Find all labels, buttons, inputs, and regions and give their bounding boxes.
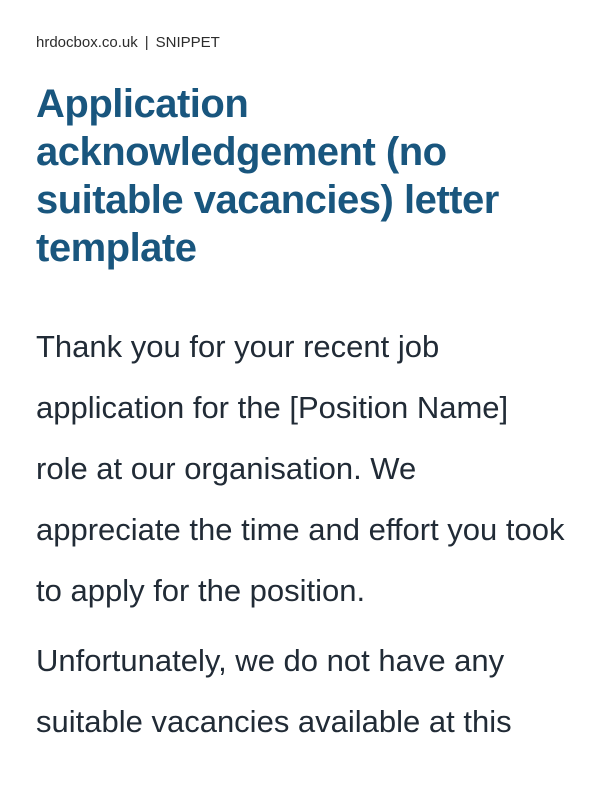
document-body xyxy=(36,316,570,752)
site-header xyxy=(36,34,570,52)
brand-text: hrdocbox.co.uk xyxy=(36,34,138,51)
body-paragraph: Unfortunately, we do not have any suitable vacancies available at this xyxy=(36,643,512,739)
page-title: Application acknowledgement (no suitable vacancies) letter template xyxy=(36,82,499,270)
header-separator: | xyxy=(144,34,149,51)
doc-type-label: SNIPPET xyxy=(155,34,220,51)
body-paragraph: Thank you for your recent job application for the [Position Name] role at our organisation. We appreciate the time and effort you took to apply for the position. xyxy=(36,329,565,608)
